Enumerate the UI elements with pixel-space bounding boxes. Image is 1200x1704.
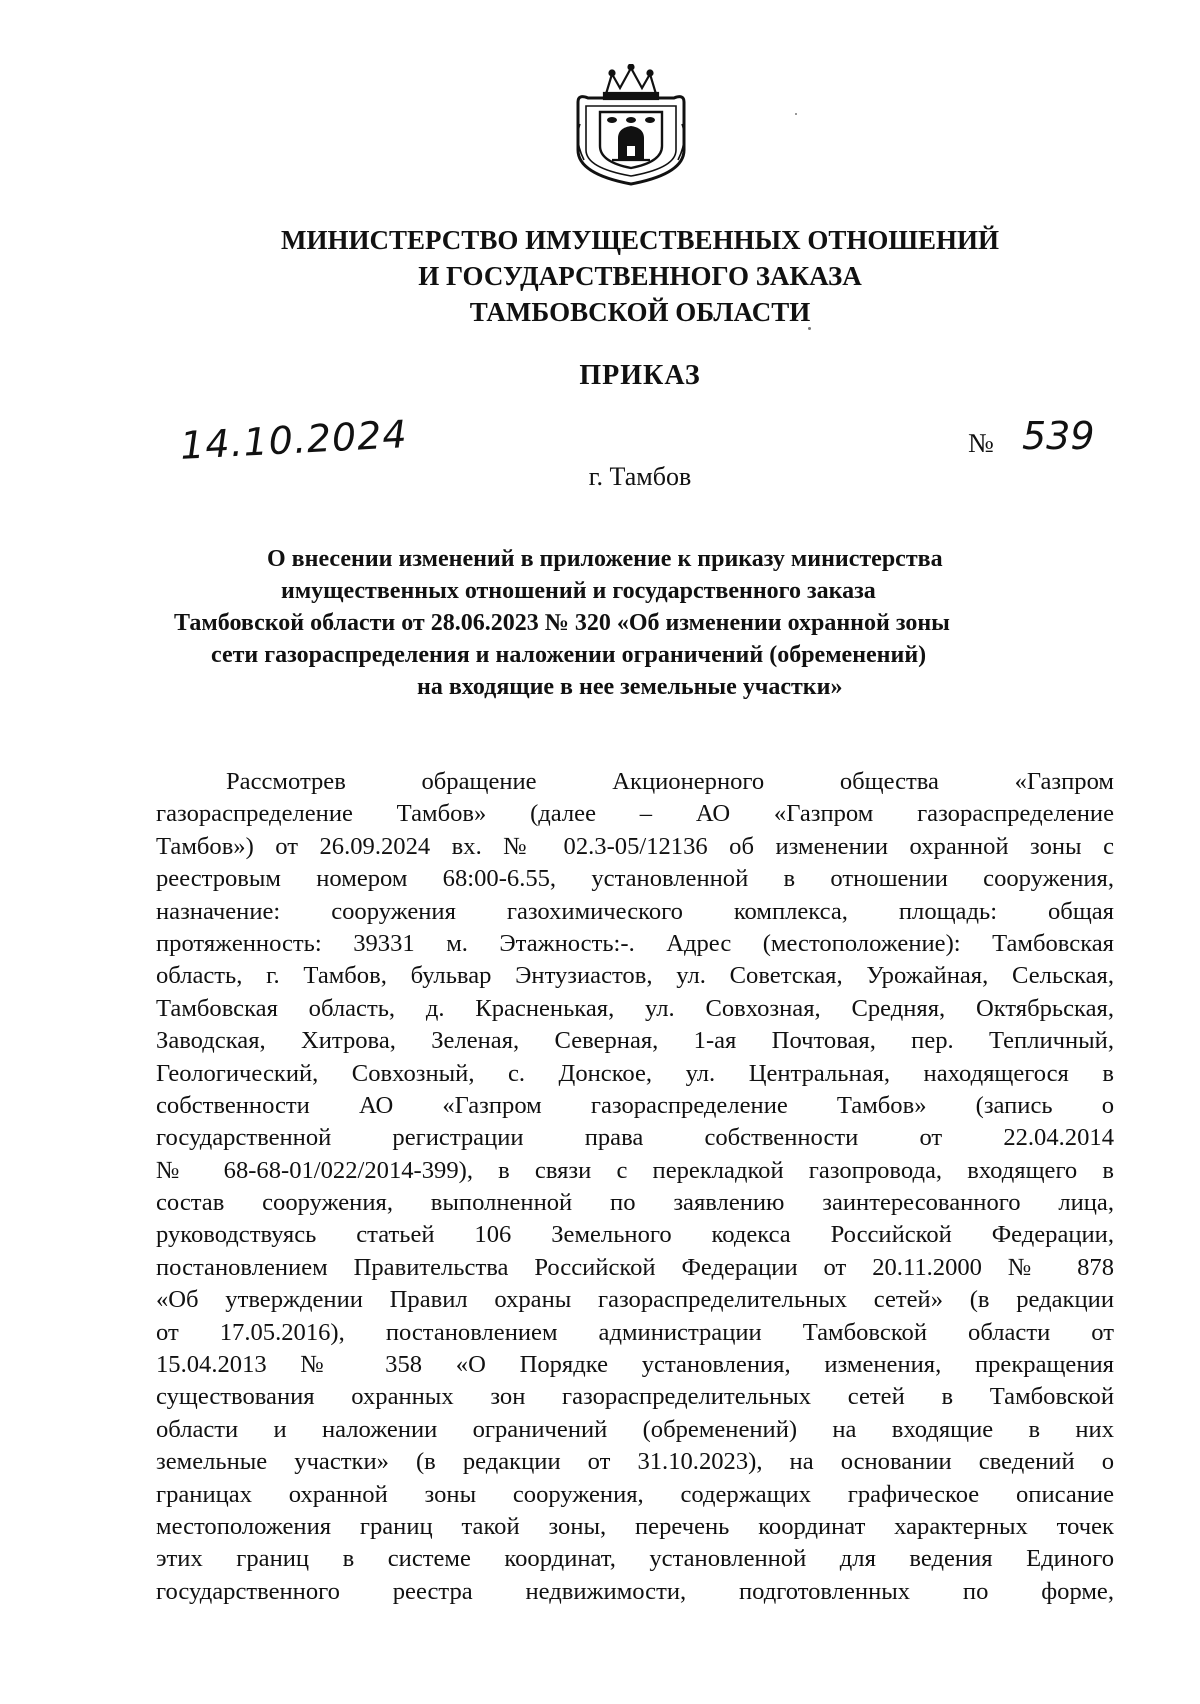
- body-line: Заводская, Хитрова, Зеленая, Северная, 1-ая Почтовая, пер. Тепличный,: [156, 1027, 1114, 1055]
- subject-line: имущественных отношений и государственного заказа: [281, 578, 876, 604]
- body-line: государственного реестра недвижимости, подготовленных по форме,: [156, 1577, 1114, 1605]
- body-line: Рассмотрев обращение Акционерного общества «Газпром: [226, 768, 1114, 795]
- subject-line: О внесении изменений в приложение к приказу министерства: [267, 546, 943, 572]
- body-line: реестровым номером 68:00-6.55, установленной в отношении сооружения,: [156, 865, 1114, 893]
- order-body: [156, 766, 1114, 1608]
- body-line: государственной регистрации права собственности от 22.04.2014: [156, 1124, 1114, 1152]
- body-line: Тамбовская область, д. Красненькая, ул. Совхозная, Средняя, Октябрьская,: [156, 994, 1114, 1022]
- tambov-coat-of-arms-icon: [566, 64, 696, 186]
- number-label: №: [968, 428, 994, 458]
- body-line: Тамбов») от 26.09.2024 вх. № 02.3-05/12136 об изменении охранной зоны с: [156, 832, 1114, 860]
- scan-speck: [795, 113, 797, 115]
- body-line: № 68-68-01/022/2014-399), в связи с перекладкой газопровода, входящего в: [156, 1156, 1114, 1184]
- body-line: местоположения границ такой зоны, перечень координат характерных точек: [156, 1512, 1114, 1540]
- body-line: руководствуясь статьей 106 Земельного кодекса Российской Федерации,: [156, 1221, 1114, 1249]
- body-line: область, г. Тамбов, бульвар Энтузиастов, ул. Советская, Урожайная, Сельская,: [156, 962, 1114, 990]
- scan-speck: [808, 327, 811, 330]
- body-line: «Об утверждении Правил охраны газораспределительных сетей» (в редакции: [156, 1286, 1114, 1314]
- ministry-line: МИНИСТЕРСТВО ИМУЩЕСТВЕННЫХ ОТНОШЕНИЙ: [280, 225, 1000, 255]
- body-line: назначение: сооружения газохимического комплекса, площадь: общая: [156, 897, 1114, 925]
- document-type: ПРИКАЗ: [579, 360, 701, 391]
- ministry-line: ТАМБОВСКОЙ ОБЛАСТИ: [469, 297, 811, 327]
- subject-line: сети газораспределения и наложении ограничений (обременений): [211, 642, 927, 668]
- ministry-name: [160, 222, 1120, 330]
- body-line: постановлением Правительства Российской Федерации от 20.11.2000 № 878: [156, 1253, 1114, 1281]
- body-line: этих границ в системе координат, установленной для ведения Единого: [156, 1545, 1114, 1573]
- city: г. Тамбов: [588, 462, 692, 491]
- handwritten-number: 539: [1022, 414, 1095, 458]
- body-line: области и наложении ограничений (обременений) на входящие в них: [156, 1415, 1114, 1443]
- body-line: существования охранных зон газораспределительных сетей в Тамбовской: [156, 1383, 1114, 1411]
- body-line: протяженность: 39331 м. Этажность:-. Адрес (местоположение): Тамбовская: [156, 929, 1114, 957]
- handwritten-date: 14.10.2024: [179, 412, 409, 468]
- body-line: земельные участки» (в редакции от 31.10.2023), на основании сведений о: [156, 1448, 1114, 1476]
- order-subject: [150, 543, 1130, 703]
- body-line: собственности АО «Газпром газораспределение Тамбов» (запись о: [156, 1091, 1114, 1119]
- body-line: состав сооружения, выполненной по заявлению заинтересованного лица,: [156, 1189, 1114, 1217]
- subject-line: Тамбовской области от 28.06.2023 № 320 «Об изменении охранной зоны: [174, 610, 950, 636]
- body-line: 15.04.2013 № 358 «О Порядке установления, изменения, прекращения: [156, 1351, 1114, 1379]
- body-line: от 17.05.2016), постановлением администрации Тамбовской области от: [156, 1318, 1114, 1346]
- body-line: Геологический, Совхозный, с. Донское, ул. Центральная, находящегося в: [156, 1059, 1114, 1087]
- body-line: газораспределение Тамбов» (далее – АО «Газпром газораспределение: [156, 800, 1114, 828]
- body-line: границах охранной зоны сооружения, содержащих графическое описание: [156, 1480, 1114, 1508]
- ministry-line: И ГОСУДАРСТВЕННОГО ЗАКАЗА: [418, 261, 862, 291]
- subject-line: на входящие в нее земельные участки»: [417, 674, 843, 700]
